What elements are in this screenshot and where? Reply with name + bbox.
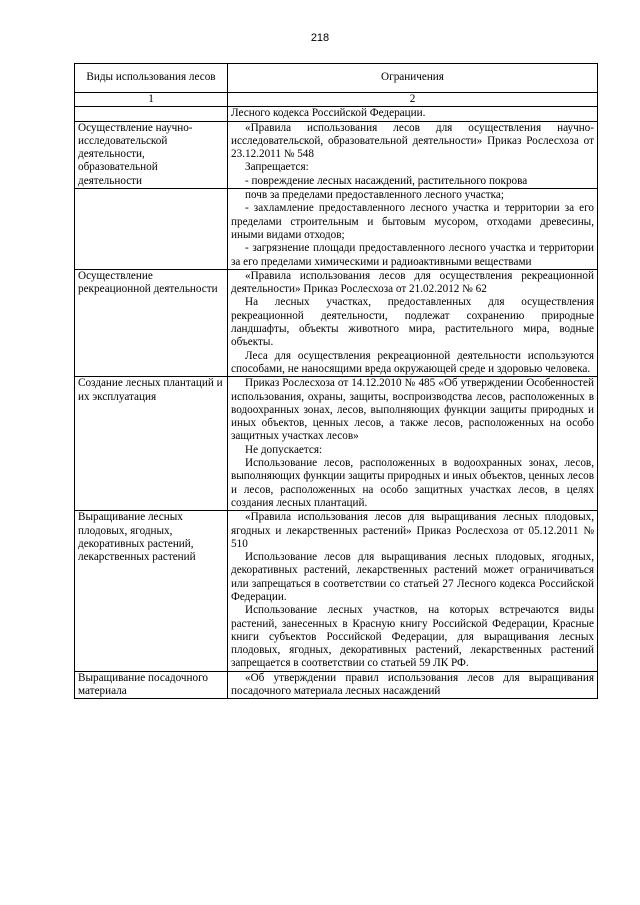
restriction-paragraph: Использование лесов для выращивания лесных плодовых, ягодных, декоративных растений, лекарственных растений может ограничиваться или запрещаться в соответствии со статьей 27 Лесного кодекса Российской Федерации. xyxy=(231,551,594,603)
restriction-paragraph: - захламление предоставленного лесного участка и территории за его пределами строительным и бытовым мусором, отходами древесины, иными видами отходов; xyxy=(231,202,594,241)
table-header-row xyxy=(75,64,598,93)
table-row xyxy=(75,671,598,699)
header-activity-types: Виды использования лесов xyxy=(75,64,228,93)
restriction-paragraph: «Правила использования лесов для осуществления рекреационной деятельности» Приказ Рослесхоза от 21.02.2012 № 62 xyxy=(231,269,594,296)
restriction-paragraph: «Об утверждении правил использования лесов для выращивания посадочного материала лесных насаждений xyxy=(231,671,594,698)
restriction-paragraph: Лесного кодекса Российской Федерации. xyxy=(231,107,426,120)
restriction-paragraph: Использование лесных участков, на которых встречаются виды растений, занесенных в Красную книгу Российской Федерации, Красные книги субъектов Российской Федерации, для выращивания лесных плодовых, ягодных, декоративных растений, лекарственных растений запрещается в соответствии со статьей 59 ЛК РФ. xyxy=(231,604,594,670)
restrictions-cell xyxy=(228,107,598,121)
activity-type-cell xyxy=(75,107,228,121)
restrictions-cell xyxy=(228,269,598,376)
table-row xyxy=(75,511,598,672)
activity-type-cell xyxy=(75,189,228,270)
restriction-paragraph: почв за пределами предоставленного лесного участка; xyxy=(245,189,504,202)
restriction-paragraph: Не допускается: xyxy=(245,443,323,456)
restriction-paragraph: На лесных участках, предоставленных для осуществления рекреационной деятельности, подлежат сохранению природные ландшафты, объекты животного мира, растительного мира, водные объекты. xyxy=(231,296,594,349)
restriction-paragraph: «Правила использования лесов для выращивания лесных плодовых, ягодных и лекарственных растений» Приказ Рослесхоза от 05.12.2011 № 510 xyxy=(231,511,594,550)
restrictions-table xyxy=(74,63,598,699)
restrictions-cell xyxy=(228,671,598,699)
activity-type-cell: Выращивание лесных плодовых, ягодных, декоративных растений, лекарственных растений xyxy=(75,511,228,672)
activity-type-cell: Выращивание посадочного материала xyxy=(75,671,228,699)
restriction-paragraph: Приказ Рослесхоза от 14.12.2010 № 485 «Об утверждении Особенностей использования, охраны, защиты, воспроизводства лесов, расположенных в водоохранных зонах, лесов, выполняющих функции защиты природных и иных объектов, ценных лесов, а также лесов, расположенных на особо защитных участках лесов» xyxy=(231,377,594,443)
restrictions-cell xyxy=(228,121,598,188)
column-number-1: 1 xyxy=(75,93,228,107)
table-row xyxy=(75,269,598,376)
restrictions-cell xyxy=(228,377,598,511)
restriction-paragraph: Запрещается: xyxy=(245,161,309,174)
restriction-paragraph: - загрязнение площади предоставленного лесного участка и территории за его пределами химическими и радиоактивными веществами xyxy=(231,242,594,268)
restrictions-cell xyxy=(228,511,598,672)
restriction-paragraph: Использование лесов, расположенных в водоохранных зонах, лесов, выполняющих функции защиты природных и иных объектов, ценных лесов и лесов, расположенных на особо защитных участках лесов, в целях создания лесных плантаций. xyxy=(231,457,594,509)
activity-type-cell: Создание лесных плантаций и их эксплуатация xyxy=(75,377,228,511)
restriction-paragraph: «Правила использования лесов для осуществления научно-исследовательской, образовательной деятельности» Приказ Рослесхоза от 23.12.2011 № 548 xyxy=(231,121,594,161)
activity-type-cell: Осуществление научно-исследовательской деятельности, образовательной деятельности xyxy=(75,121,228,188)
column-numbering-row xyxy=(75,93,598,107)
column-number-2: 2 xyxy=(228,93,598,107)
table-row xyxy=(75,189,598,270)
restrictions-cell xyxy=(228,189,598,270)
restriction-paragraph: Леса для осуществления рекреационной деятельности используются способами, не наносящими вреда окружающей среде и здоровью человека. xyxy=(231,349,594,375)
header-restrictions: Ограничения xyxy=(228,64,598,93)
restriction-paragraph: - повреждение лесных насаждений, растительного покрова xyxy=(245,174,528,187)
table-row xyxy=(75,121,598,188)
page-number: 218 xyxy=(310,32,330,44)
table-row xyxy=(75,107,598,121)
activity-type-cell: Осуществление рекреационной деятельности xyxy=(75,269,228,376)
table-row xyxy=(75,377,598,511)
